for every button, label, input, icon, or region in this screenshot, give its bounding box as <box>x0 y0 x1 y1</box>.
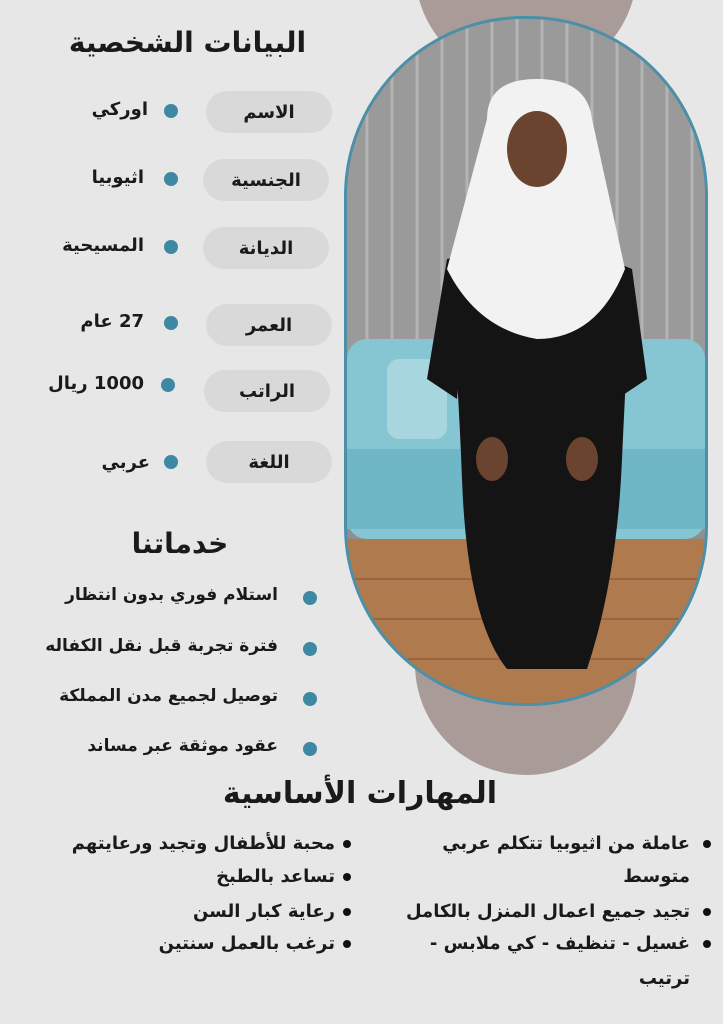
bullet-icon <box>303 742 317 756</box>
bullet-icon <box>703 940 711 948</box>
label-religion: الديانة <box>203 227 329 269</box>
bullet-icon <box>303 692 317 706</box>
value-name: اوركي <box>91 99 148 120</box>
bullet-icon <box>303 591 317 605</box>
service-item: استلام فوري بدون انتظار <box>65 585 278 605</box>
label-name: الاسم <box>206 91 332 133</box>
services-title: خدماتنا <box>131 527 229 560</box>
skills-title: المهارات الأساسية <box>222 776 498 811</box>
skill-right-item-continued: ترتيب <box>638 968 690 989</box>
skill-left-item: ترغب بالعمل سنتين <box>158 933 335 954</box>
bullet-icon <box>703 908 711 916</box>
skill-right-item: عاملة من اثيوبيا تتكلم عربي <box>442 833 690 854</box>
skill-right-item-continued: متوسط <box>623 866 690 887</box>
bullet-icon <box>164 104 178 118</box>
bullet-icon <box>161 378 175 392</box>
skill-right-item: تجيد جميع اعمال المنزل بالكامل <box>405 901 690 922</box>
bullet-icon <box>343 840 351 848</box>
personal-data-title: البيانات الشخصية <box>68 26 307 59</box>
service-item: فترة تجربة قبل نقل الكفاله <box>45 636 278 656</box>
label-salary: الراتب <box>204 370 330 412</box>
value-age: 27 عام <box>80 311 144 332</box>
skill-left-item: رعاية كبار السن <box>192 901 335 922</box>
bullet-icon <box>343 908 351 916</box>
bullet-icon <box>303 642 317 656</box>
bullet-icon <box>164 240 178 254</box>
skill-left-item: محبة للأطفال وتجيد ورعايتهم <box>71 833 335 854</box>
bullet-icon <box>164 455 178 469</box>
skill-left-item: تساعد بالطبخ <box>216 866 335 887</box>
value-nationality: اثيوبيا <box>91 167 144 188</box>
worker-photo <box>344 16 708 706</box>
service-item: توصيل لجميع مدن المملكة <box>59 686 278 706</box>
bullet-icon <box>343 940 351 948</box>
skill-right-item: غسيل - تنظيف - كي ملابس - <box>429 933 690 954</box>
bullet-icon <box>703 840 711 848</box>
value-religion: المسيحية <box>62 235 144 256</box>
label-nationality: الجنسية <box>203 159 329 201</box>
value-salary: 1000 ريال <box>48 373 144 394</box>
label-age: العمر <box>206 304 332 346</box>
label-language: اللغة <box>206 441 332 483</box>
bullet-icon <box>164 172 178 186</box>
bullet-icon <box>164 316 178 330</box>
value-language: عربي <box>101 452 150 473</box>
service-item: عقود موثقة عبر مساند <box>87 736 278 756</box>
bullet-icon <box>343 873 351 881</box>
